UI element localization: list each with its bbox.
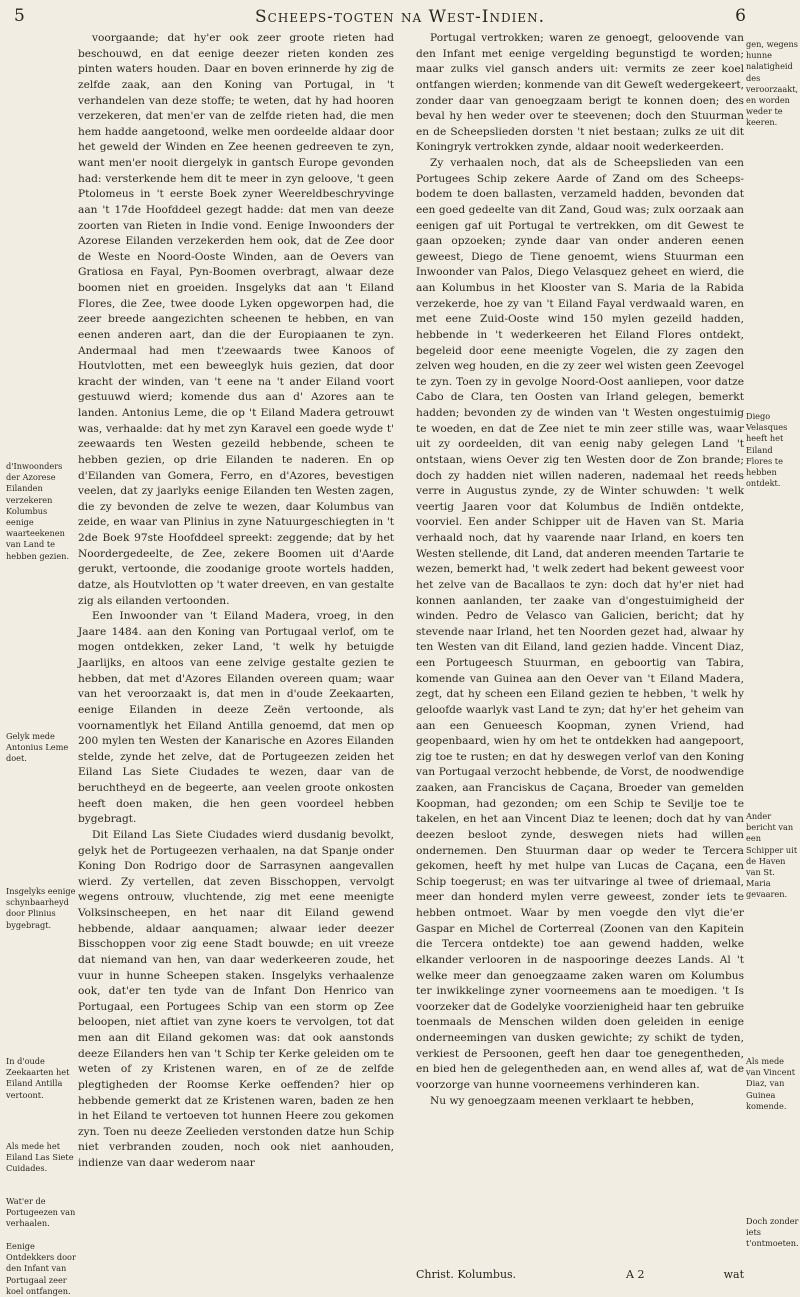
paragraph: Zy verhaalen noch, dat als de Scheepslieden van een Portugees Schip zekere Aarde of Zand om des Scheeps-bodem te doen ballasten, verzameld hadden, bevonden dat een goed gedeelte van dit Zand, Goud was; zulx oorzaak aan eenigen gaf uit Portugal te vertrekken, om dit Gewest te gaan opzoeken; zynde daar van onder anderen eenen geweest, Diego de Tiene genoemt, wiens Stuurman een Inwoonder van Palos, Diego Velasquez geheet en wierd, die aan Kolumbus in het Klooster van S. Maria de la Rabida verzekerde, hoe zy van 't Eiland Fayal verdwaald waren, en met eene Zuid-Ooste wind 150 mylen gezeild hadden, hebbende in 't wederkeeren het Eiland Flores ontdekt, begeleid door eene meenigte Vogelen, die zy zagen den zelven weg houden, en die zy zeer wel wisten geen Zeevogel te zyn. Toen zy in gevolge Noord-Oost aanliepen, voor datze Cabo de Clara, ten Oosten van Irland gelegen, bemerkt hadden; bevonden zy de winden van 't Westen ongestuimig te woeden, en dat de Zee niet te min zeer stille was, waar uit zy oordeelden, dit van eenig naby gelegen Land 't ontstaan, wiens Oever zig ten Westen door de Zon brande; doch zy hadden niet willen naderen, nademaal het reeds verre in Augustus zynde, zy de Winter schuwden: 't welk veertig Jaaren voor dat Kolumbus de Indiën ontdekte, voorviel. Een ander Schipper uit de Haven van St. Maria verhaald noch, dat hy vaarende naar Irland, en koers ten Westen stellende, dit Land, dat anderen meenden Tartarie te wezen, bemerkt had, 't welk zedert had bekent geweest voor het zelve van de Bacallaos te zyn: doch dat hy'er niet had konnen aanlanden, ter zaake van d'ongestuimigheid der winden. Pedro de Velasco van Galicien, bericht; dat hy stevende naar Irland, het ten Noorden gezet had, alwaar hy ten Westen van dit Eiland, land gezien hadde. Vincent Diaz, een Portugeesch Stuurman, en geboortig van Tabira, komende van Guinea aan den Oever van 't Eiland Madera, zegt, dat hy scheen een Eiland gezien te hebben, 't welk hy geloofde waarlyk vast Land te zyn; dat hy'er het geheim van aan een Genueesch Koopman, zynen Vriend, had geopenbaard, wien hy om het te ontdekken had aangepoort, zig toe te rusten; en dat hy deswegen verlof van den Koning van Portugaal verzocht hebbende, de Vorst, de noodwendige zaaken, aan Franciskus de Caçana, Broeder van gemelden Koopman, had gezonden; om een Schip te Sevilje toe te takelen, en het aan Vincent Diaz te leenen; doch dat hy van deezen besloot zynde, deswegen niets had willen ondernemen. Den Stuurman daar op weder te Tercera gekomen, heeft hy met hulpe van Lucas de Caçana, een Schip toegerust; en was ter uitvaringe al twee of driemaal, meer dan honderd mylen verre geweest, zonder iets te hebben ontmoet. Waar by men voegde den vlyt die'er Gaspar en Michel de Corterreal (Zoonen van den Kapitein die Tercera ontdekte) toe aan gewend hadden, welke elkander verlooren in de naspooringe deezes Lands. Al 't welke meer dan genoegzaame zaken waren om Kolumbus ter inwikkelinge zyner voorneemens aan te moedigen. 't Is voorzeker dat de Godelyke voorzienigheid haar ten gebruike toenmaals de Menschen wilden doen geleiden in eenige onderneemingen van dusken gewichte; zy schikt de tyden, verkiest de Persoonen, geeft hen daar toe genegentheden, en bied hen de gelegentheden aan, en wend alles af, wat de voorzorge van hunne voorneemens verhinderen kan.: [416, 157, 744, 1091]
paragraph: Een Inwoonder van 't Eiland Madera, vroeg, in den Jaare 1484. aan den Koning van Portugaal verlof, om te mogen ontdekken, zeker Land, 't welk hy betuigde Jaarlijks, en altoos van eene zelvige gestalte gezien te hebben, dat met d'Azores Eilanden overeen quam; waar van het veroorzaakt is, dat men in d'oude Zeekaarten, eenige Eilanden in deeze Zeën vertoonde, als voornamentlyk het Eiland Antilla genoemd, dat men op 200 mylen ten Westen der Kanarische en Azores Eilanden stelde, zynde het zelve, dat de Portugeezen zeiden het Eiland Las Siete Ciudades te wezen, daar van de beruchtheyd en de begeerte, aan veelen groote onkosten heeft doen maken, die hen geen voordeel hebben bygebragt.: [78, 610, 394, 826]
margin-note: Gelyk mede Antonius Leme doet.: [6, 731, 69, 764]
margin-note: Insgelyks eenige schynbaarheyd door Plinius bygebragt.: [6, 886, 76, 930]
catchword: wat: [723, 1268, 744, 1281]
margin-note: gen, wegens hunne nalatigheid des veroorzaakt, en worden weder te keeren.: [746, 39, 799, 128]
margin-note: Wat'er de Portugeezen van verhaalen.: [6, 1196, 76, 1229]
margin-note: Als mede van Vincent Diaz, van Guinea komende.: [746, 1056, 796, 1111]
signature-mark: A 2: [626, 1268, 645, 1281]
paragraph: Portugal vertrokken; waren ze genoegt, geloovende van den Infant met eenige vergelding begunstigd te worden; maar zulks viel gansch anders uit: vermits ze zeer koel ontfangen wierden; konmende van dit Geweſt wedergekeert, zonder daar van genoegzaam berigt te konnen doen; des beval hy hen weder over te steevenen; doch den Stuurman en de Scheepslieden dorsten 't niet bestaan; zulks ze uit dit Koningryk vertrokken zynde, aldaar nooit wederkeerden.: [416, 32, 744, 154]
footer-label: Christ. Kolumbus.: [416, 1268, 517, 1281]
running-header: [0, 4, 800, 34]
margin-note: Diego Velasques heeft het Eiland Flores te hebben ontdekt.: [746, 411, 788, 489]
margin-note: Als mede het Eiland Las Siete Cuidades.: [6, 1141, 74, 1174]
margin-note: Eenige Ontdekkers door den Infant van Portugaal zeer koel ontfangen.: [6, 1241, 76, 1296]
page-number-right: 6: [735, 6, 746, 26]
running-title: Scheeps-togten na West-Indien.: [255, 7, 545, 27]
page-footer: [416, 1268, 744, 1286]
right-text-column: [416, 31, 744, 1109]
left-text-column: [78, 31, 394, 1172]
page-number-left: 5: [14, 6, 25, 26]
margin-note: In d'oude Zeekaarten het Eiland Antilla vertoont.: [6, 1056, 70, 1100]
paragraph: Dit Eiland Las Siete Ciudades wierd dusdanig bevolkt, gelyk het de Portugeezen verhaalen, na dat Spanje onder Koning Don Rodrigo door de Sarrasynen aangevallen wierd. Zy vertellen, dat zeven Bisschoppen, vervolgt wegens ontrouw, vluchtende, zig met eene meenigte Volksinscheepen, en het naar dit Eiland gewend hebbende, aldaar aanquamen; alwaar ieder deezer Bisschoppen voor zig eene Stadt bouwde; en uit vreeze dat niemand van hen, van daar wederkeeren zoude, het vuur in hunne Scheepen staken. Insgelyks verhaalenze ook, dat'er ten tyde van de Infant Don Henrico van Portugaal, een Portugees Schip van een storm op Zee beloopen, niet aftiet van zyne koers te vervolgen, tot dat men aan dit Eiland gekomen was: dat ook aanstonds deeze Eilanders hen van 't Schip ter Kerke geleiden om te weten of zy Kristenen waren, en of ze de zelfde plegtigheden der Roomse Kerke oeffenden? hier op hebbende gemerkt dat ze Kristenen waren, baden ze hen in het Eiland te vertoeven tot hunnen Heere zou gekomen zyn. Toen nu deeze Zeelieden verstonden datze hun Schip niet verbranden zouden, noch ook niet aanhouden, indienze van daar wederom naar: [78, 828, 394, 1169]
margin-note: d'Inwoonders der Azorese Eilanden verzekeren Kolumbus eenige waarteekenen van Land te hebben gezien.: [6, 461, 70, 561]
margin-note: Ander bericht van een Schipper uit de Haven van St. Maria gevaaren.: [746, 811, 798, 900]
paragraph: voorgaande; dat hy'er ook zeer groote rieten had beschouwd, en dat eenige deezer rieten konden zes pinten waters houden. Daar en boven erinnerde hy zig de zelfde zaak, aan den Koning van Portugal, in 't verhandelen van deze stoffe; te weten, dat hy had hooren verzekeren, dat men'er van de zelfde rieten had, die men hem hadde aangetoond, welke men oordeelde aldaar door het geweld der Winden en Zee heenen gedreeven te zyn, want men'er nooit diergelyk in gantsch Europe gevonden had: versterkende hem dit te meer in zyn geloove, 't geen Ptolomeus in 't eerste Boek zyner Weereldbeschryvinge aan 't 17de Hoofddeel gezegt hadde: dat men van deeze zoorten van Rieten in Indie vond. Eenige Inwoonders der Azorese Eilanden verzekerden hem ook, dat de Zee door de Weste en Noord-Ooste Winden, aan de Oevers van Gratiosa en Fayal, Pyn-Boomen overbragt, alwaar deze boomen niet en groeiden. Insgelyks dat aan 't Eiland Flores, die Zee, twee doode Lyken opgeworpen had, die zeer breede aangezichten scheenen te hebben, en van eenen anderen aart, dan die der Europiaanen te zyn. Andermaal had men t'zeewaards twee Kanoos of Houtvlotten, met een beweeglyk huis gezien, dat door kracht der winden, van 't eene na 't ander Eiland voort gestuuwd wierd; komende dus aan d' Azores aan te landen. Antonius Leme, die op 't Eiland Madera getrouwt was, verhaalde: dat hy met zyn Karavel een goede wyde t' zeewaards ten Westen gezeild hebbende, scheen te hebben gezien, op drie Eilanden te naderen. En op d'Eilanden van Gomera, Ferro, en d'Azores, bevestigen veelen, dat zy jaarlyks eenige Eilanden ten Westen zagen, die zy bevonden de zelve te wezen, daar Kolumbus van zeide, en waar van Plinius in zyne Natuurgeschiegten in 't 2de Boek 97ste Hoofddeel spreekt: zeggende; dat by het Noordergedeelte, de Zee, zekere Boomen uit d'Aarde gerukt, vertoonde, die zoodanige groote wortels hadden, datze, als Houtvlotten op 't water dreeven, en van gestalte zig als eilanden vertoonden.: [78, 32, 394, 607]
paragraph: Nu wy genoegzaam meenen verklaart te hebben,: [430, 1094, 695, 1107]
margin-note: Doch zonder iets t'ontmoeten.: [746, 1216, 799, 1249]
